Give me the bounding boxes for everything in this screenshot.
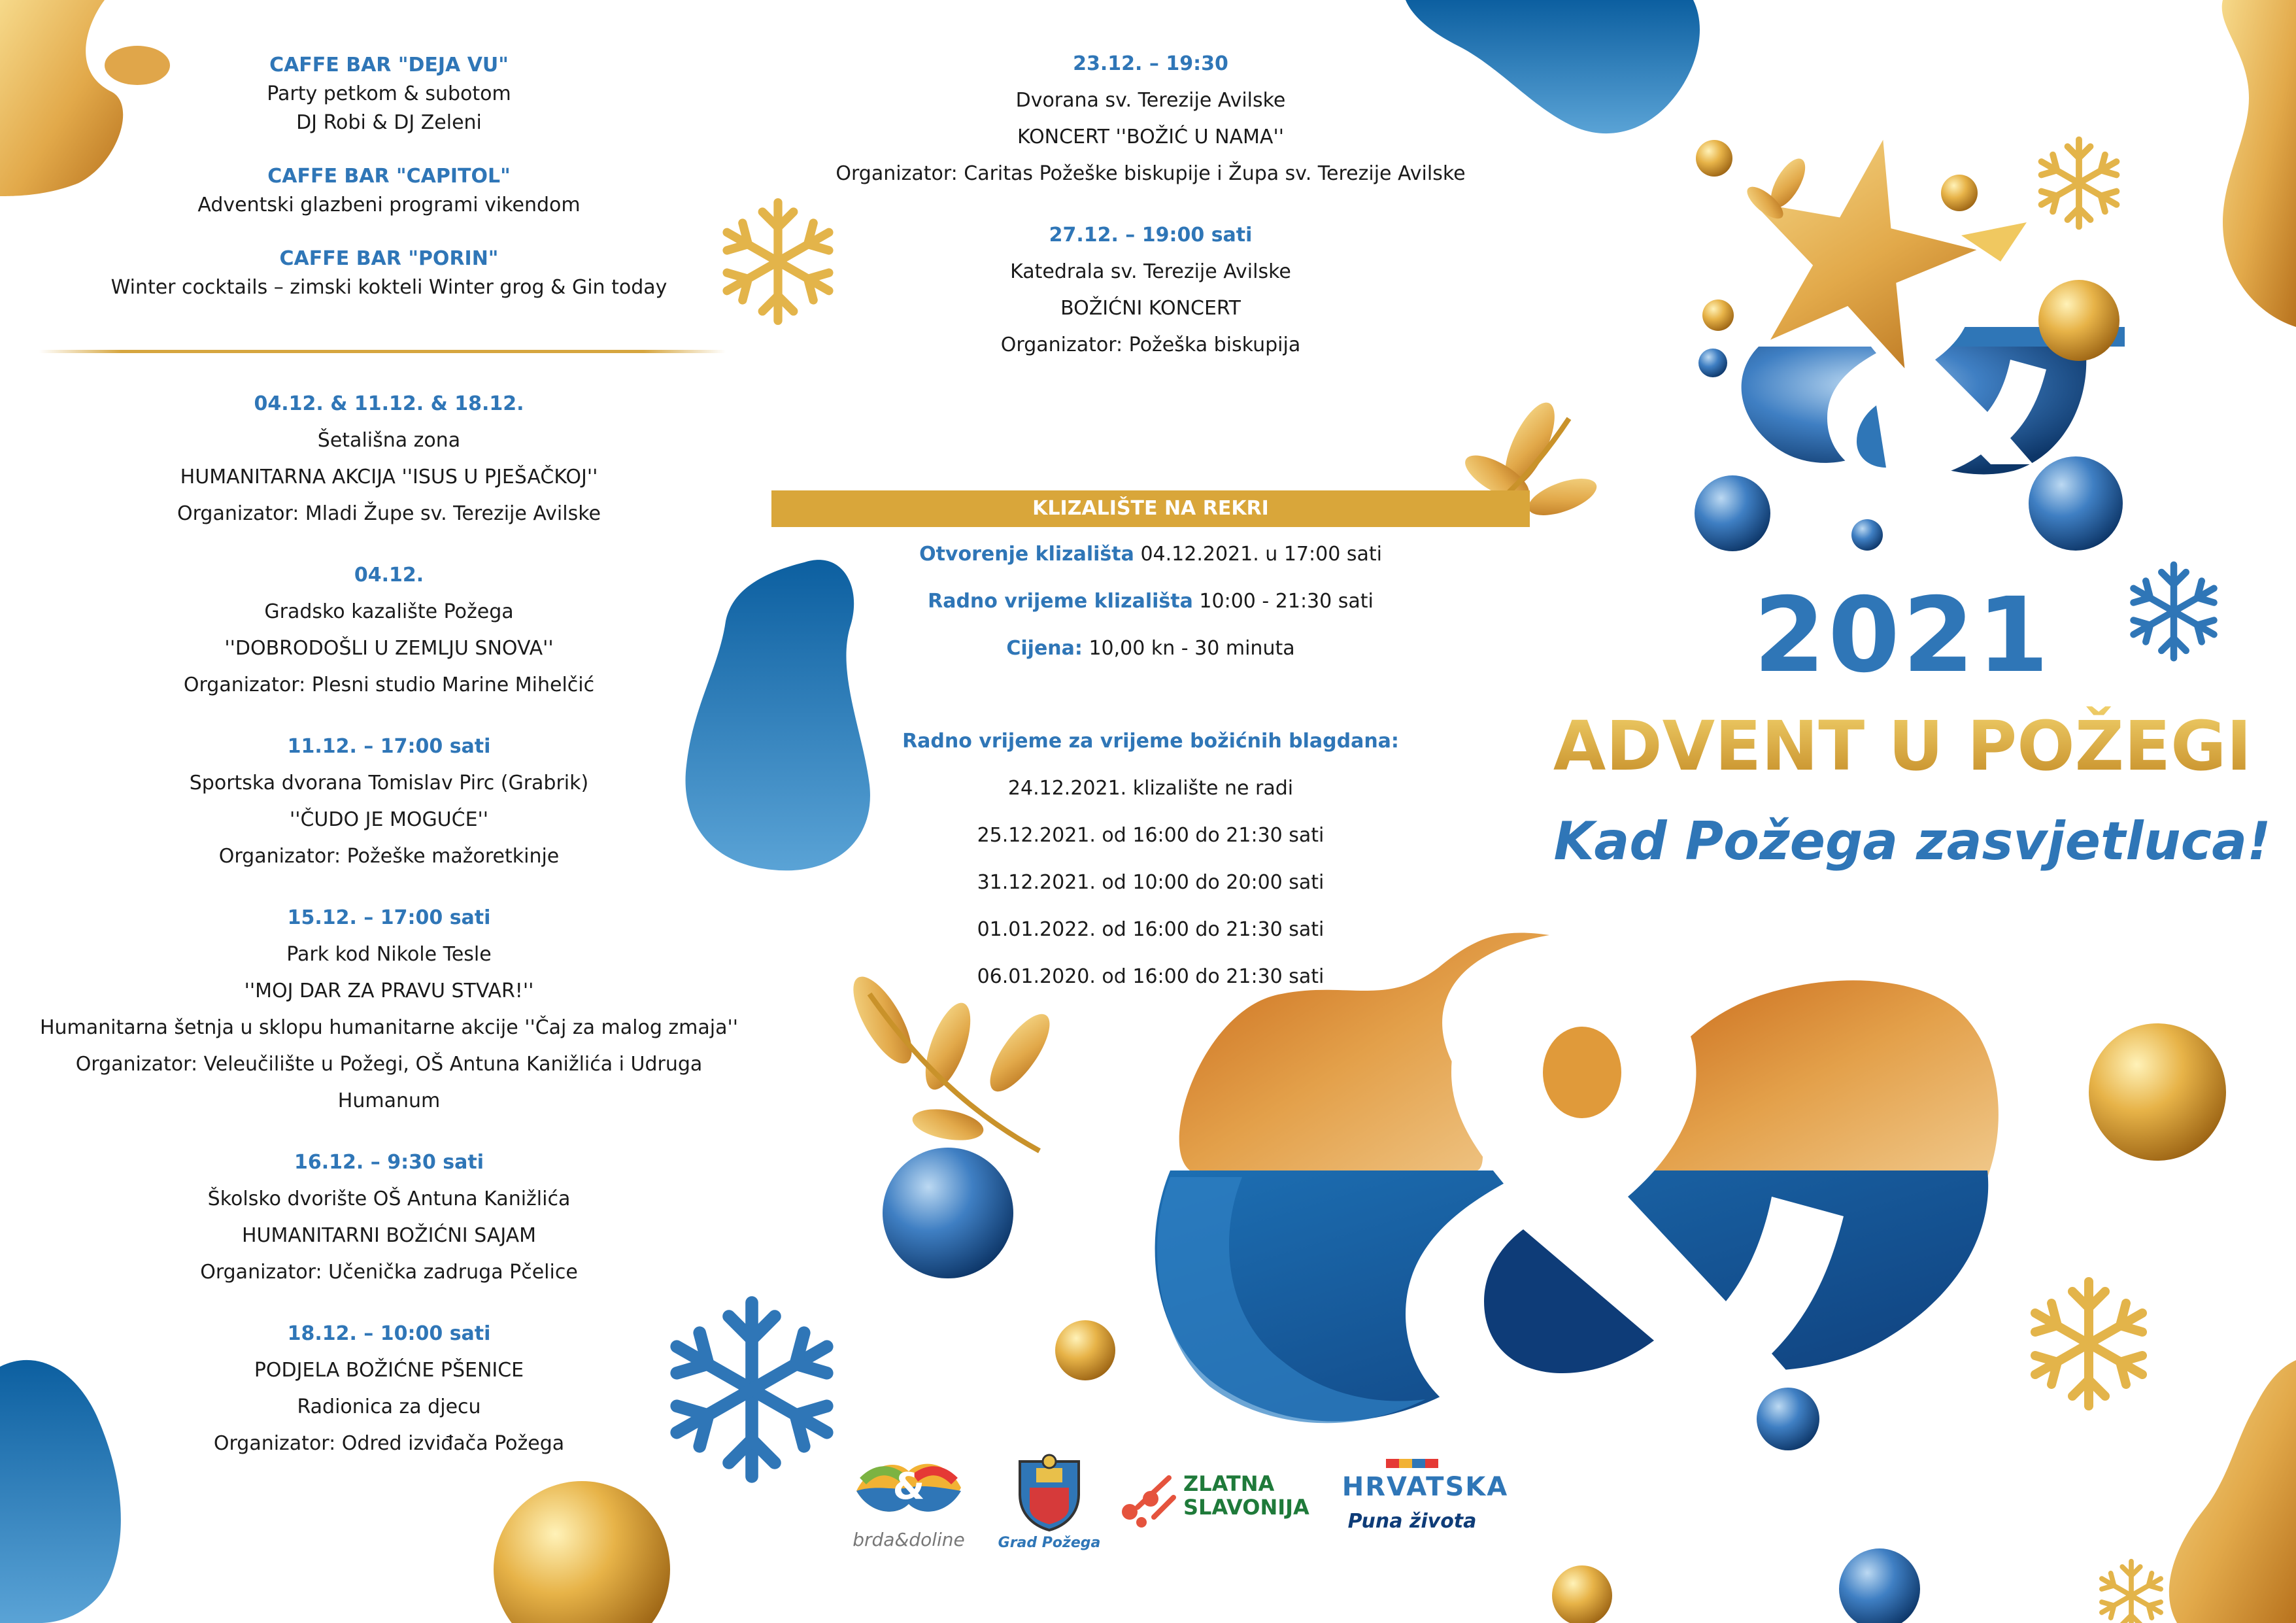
event-line: Organizator: Mladi Župe sv. Terezije Avilske: [177, 502, 601, 525]
event-date: 27.12. – 19:00 sati: [1049, 224, 1253, 247]
event-line: Organizator: Plesni studio Marine Mihelčić: [183, 674, 595, 696]
hrvatska-logo: [1340, 1455, 1510, 1553]
event-line: Šetališna zona: [317, 429, 461, 452]
event-line: PODJELA BOŽIĆNE PŠENICE: [254, 1359, 524, 1382]
event-date: 04.12. & 11.12. & 18.12.: [254, 392, 524, 415]
holiday-hours-title: Radno vrijeme za vrijeme božićnih blagdana:: [902, 730, 1399, 753]
cover-year: 2021: [1753, 575, 2051, 696]
event-line: Organizator: Učenička zadruga Pčelice: [200, 1261, 578, 1284]
bar-line: Winter cocktails – zimski kokteli Winter grog & Gin today: [110, 276, 667, 299]
event-item: [26, 900, 752, 1119]
event-date: 04.12.: [354, 564, 424, 587]
cover-slogan: Kad Požega zasvjetluca!: [1553, 811, 2271, 872]
event-line: ''MOJ DAR ZA PRAVU STVAR!'': [244, 980, 534, 1002]
event-date: 18.12. – 10:00 sati: [287, 1322, 491, 1345]
holiday-row: 24.12.2021. klizalište ne radi: [1007, 777, 1294, 800]
rink-row-value: 04.12.2021. u 17:00 sati: [1140, 543, 1382, 566]
rink-row-label: Cijena:: [1006, 637, 1083, 660]
event-line: Organizator: Požeška biskupija: [1000, 333, 1301, 356]
event-item: [26, 728, 752, 875]
event-item: [26, 1144, 752, 1291]
zlatna-slavonija-icon: [1118, 1471, 1177, 1530]
bar-title: CAFFE BAR "PORIN": [279, 247, 499, 270]
event-line: Organizator: Veleučilište u Požegi, OŠ Antuna Kanižlića i Udruga Humanum: [75, 1053, 703, 1112]
hrvatska-label: HRVATSKA: [1342, 1472, 1509, 1502]
grad-pozega-logo: [998, 1448, 1101, 1560]
event-line: Radionica za djecu: [297, 1395, 481, 1418]
event-date: 16.12. – 9:30 sati: [294, 1151, 484, 1174]
event-line: Sportska dvorana Tomislav Pirc (Grabrik): [189, 772, 589, 794]
bar-line: Party petkom & subotom: [267, 82, 511, 105]
bar-title: CAFFE BAR "CAPITOL": [267, 165, 511, 188]
left-events: [26, 386, 752, 1487]
brda-doline-icon: [850, 1452, 968, 1524]
event-item: [785, 217, 1517, 364]
rink-row: [785, 625, 1517, 672]
caffe-bar-deja-vu: [26, 51, 752, 137]
brda-doline-label: brda&doline: [853, 1529, 965, 1550]
event-line: BOŽIĆNI KONCERT: [1060, 297, 1241, 320]
event-line: Školsko dvorište OŠ Antuna Kanižlića: [207, 1187, 571, 1210]
holiday-row: 01.01.2022. od 16:00 do 21:30 sati: [977, 918, 1325, 941]
event-line: HUMANITARNA AKCIJA ''ISUS U PJEŠAČKOJ'': [180, 466, 598, 488]
left-column: [26, 51, 752, 327]
caffe-bar-capitol: [26, 162, 752, 220]
event-line: Organizator: Caritas Požeške biskupije i Župa sv. Terezije Avilske: [836, 162, 1466, 185]
event-line: Humanitarna šetnja u sklopu humanitarne akcije ''Čaj za malog zmaja'': [39, 1016, 739, 1039]
grad-pozega-label: Grad Požega: [998, 1535, 1101, 1551]
zlatna-label: ZLATNA: [1183, 1471, 1275, 1496]
bar-title: CAFFE BAR "DEJA VU": [269, 54, 509, 77]
event-date: 15.12. – 17:00 sati: [287, 906, 491, 929]
city-crest-icon: [1007, 1448, 1092, 1533]
event-line: ''ČUDO JE MOGUĆE'': [289, 808, 489, 831]
event-item: [26, 557, 752, 704]
event-line: HUMANITARNI BOŽIĆNI SAJAM: [241, 1224, 537, 1247]
event-line: ''DOBRODOŠLI U ZEMLJU SNOVA'': [224, 637, 554, 660]
zlatna-slavonija-logo: [1118, 1468, 1327, 1533]
event-item: [26, 386, 752, 532]
gold-divider: [39, 350, 726, 353]
cover-title: ADVENT U POŽEGI: [1543, 706, 2262, 786]
event-line: Organizator: Požeške mažoretkinje: [218, 845, 560, 868]
event-item: [785, 46, 1517, 192]
holiday-row: 06.01.2020. od 16:00 do 21:30 sati: [977, 965, 1325, 988]
event-line: KONCERT ''BOŽIĆ U NAMA'': [1017, 126, 1284, 148]
holiday-row: 31.12.2021. od 10:00 do 20:00 sati: [977, 871, 1325, 894]
event-date: 11.12. – 17:00 sati: [287, 735, 491, 758]
bar-line: Adventski glazbeni programi vikendom: [197, 194, 581, 216]
rink-row-value: 10:00 - 21:30 sati: [1199, 590, 1374, 613]
caffe-bar-porin: [26, 245, 752, 302]
rink-row-value: 10,00 kn - 30 minuta: [1089, 637, 1295, 660]
event-line: Gradsko kazalište Požega: [264, 600, 514, 623]
puna-zivota-label: Puna života: [1347, 1510, 1477, 1533]
bar-line: DJ Robi & DJ Zeleni: [296, 111, 482, 134]
event-line: Organizator: Odred izviđača Požega: [213, 1432, 565, 1455]
event-item: [26, 1316, 752, 1462]
rink-info: [785, 531, 1517, 1000]
brda-doline-logo: [850, 1452, 968, 1556]
rink-row: [785, 578, 1517, 625]
rink-row: [785, 531, 1517, 578]
event-line: Park kod Nikole Tesle: [286, 943, 492, 966]
event-date: 23.12. – 19:30: [1073, 52, 1228, 75]
event-line: Dvorana sv. Terezije Avilske: [1015, 89, 1286, 112]
holiday-row: 25.12.2021. od 16:00 do 21:30 sati: [977, 824, 1325, 847]
event-line: Katedrala sv. Terezije Avilske: [1010, 260, 1291, 283]
rink-title-bar: KLIZALIŠTE NA REKRI: [771, 490, 1530, 527]
slavonija-label: SLAVONIJA: [1183, 1495, 1309, 1520]
svg-text:&: &: [892, 1465, 925, 1508]
middle-events: [785, 46, 1517, 388]
rink-row-label: Radno vrijeme klizališta: [928, 590, 1193, 613]
rink-row-label: Otvorenje klizališta: [919, 543, 1134, 566]
